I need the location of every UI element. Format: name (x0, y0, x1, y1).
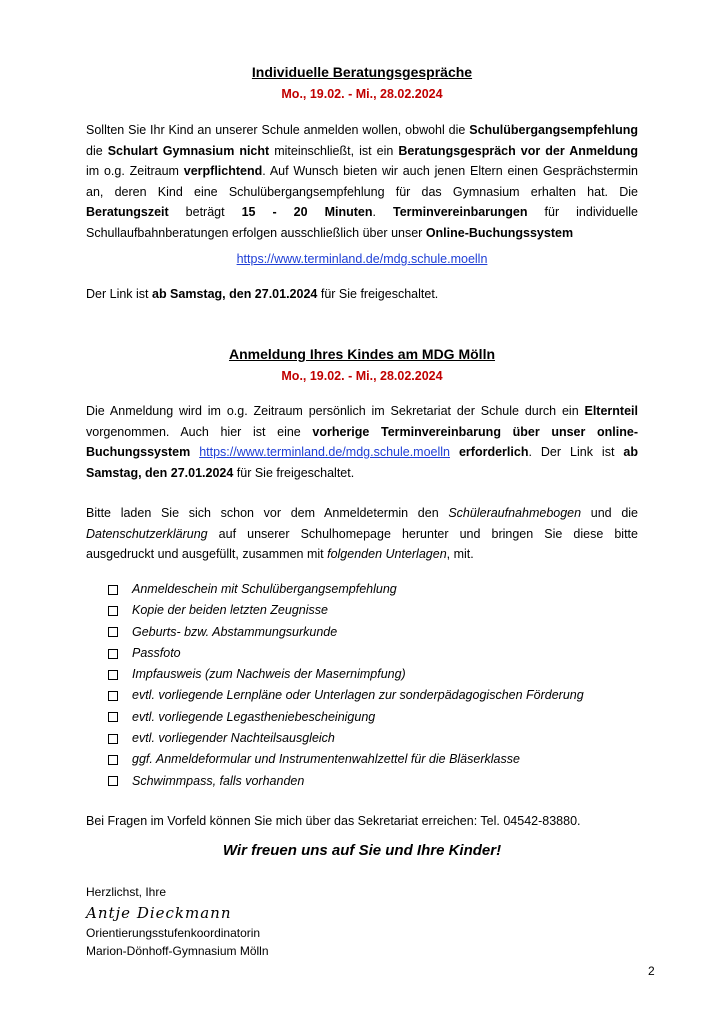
bold-text: Elternteil (584, 404, 638, 418)
checklist-item (108, 685, 584, 706)
bold-text: vorherige Terminvereinbarung über unser online-Buchungssystem (86, 424, 638, 459)
checklist-item-label: evtl. vorliegende Lernpläne oder Unterlagen zur sonderpädagogischen Förderung (132, 688, 584, 703)
text-segment: . Auf Wunsch bieten wir auch jenen Eltern einen Gesprächstermin an, deren Kind eine Schulübergangsempfehlung für das Gymnasium erhalten hat. Die (86, 164, 638, 199)
motto: Wir freuen uns auf Sie und Ihre Kinder! (222, 842, 502, 859)
checkbox-icon (108, 755, 118, 765)
bold-text: Beratungszeit (86, 205, 169, 219)
text-segment: . Der Link ist (528, 445, 624, 459)
italic-text: Datenschutzerklärung (86, 526, 208, 541)
section2-heading: Anmeldung Ihres Kindes am MDG Mölln (228, 346, 496, 362)
text-segment: für Sie freigeschaltet. (317, 287, 439, 301)
text-segment: Die Anmeldung wird im o.g. Zeitraum persönlich im Sekretariat der Schule durch ein (86, 404, 585, 418)
documents-checklist (108, 579, 584, 792)
section1-paragraph (86, 120, 638, 243)
text-segment: für individuelle Schullaufbahnberatungen erfolgen ausschließlich über unser (86, 205, 638, 240)
text-segment: und die (581, 506, 639, 520)
bold-text: ab Samstag, den 27.01.2024 (86, 445, 638, 480)
text-segment: im o.g. Zeitraum (86, 164, 184, 178)
text-segment: , mit. (446, 547, 474, 561)
section1-heading: Individuelle Beratungsgespräche (251, 64, 473, 80)
checkbox-icon (108, 712, 118, 722)
checkbox-icon (108, 776, 118, 786)
checklist-item-label: Anmeldeschein mit Schulübergangsempfehlung (132, 582, 397, 596)
checklist-item (108, 622, 584, 643)
checklist-item (108, 664, 584, 685)
section1-date: Mo., 19.02. - Mi., 28.02.2024 (281, 87, 443, 101)
checkbox-icon (108, 691, 118, 701)
text-segment: für Sie freigeschaltet. (233, 465, 355, 480)
checklist-item-label: Impfausweis (zum Nachweis der Masernimpfung) (132, 667, 406, 682)
contact-text: Bei Fragen im Vorfeld können Sie mich über das Sekretariat erreichen: Tel. 04542-83880. (86, 814, 581, 828)
text-segment: miteinschließt, ist ein (269, 143, 399, 158)
text-segment (190, 445, 199, 459)
bold-text: Terminvereinbarungen (393, 205, 528, 219)
checklist-item-label: evtl. vorliegende Legastheniebescheinigung (132, 709, 376, 724)
section1-booking-link-line (0, 252, 724, 266)
checkbox-icon (108, 670, 118, 680)
section2-date: Mo., 19.02. - Mi., 28.02.2024 (281, 369, 443, 383)
bold-text: ab Samstag, den 27.01.2024 (152, 287, 318, 301)
text-segment: auf unserer Schulhomepage herunter und bringen Sie diese bitte ausgedruckt und ausgefüllt, zusammen mit (86, 526, 638, 561)
text-segment: beträgt (168, 205, 242, 219)
school-name: Marion-Dönhoff-Gymnasium Mölln (86, 944, 269, 958)
text-segment: . (372, 205, 393, 219)
bold-text: verpflichtend (183, 164, 263, 178)
greeting: Herzlichst, Ihre (86, 885, 167, 899)
bold-text: Beratungsgespräch vor der Anmeldung (398, 143, 638, 158)
checklist-item (108, 707, 584, 728)
checklist-item (108, 643, 584, 664)
signature: Antje Dieckmann (86, 904, 232, 922)
checklist-item (108, 600, 584, 621)
inline-booking-link[interactable]: https://www.terminland.de/mdg.schule.moelln (199, 445, 450, 459)
checklist-item (108, 728, 584, 749)
bold-text: 15 - 20 Minuten (241, 205, 373, 219)
checkbox-icon (108, 585, 118, 595)
text-segment: die (86, 143, 108, 158)
checkbox-icon (108, 606, 118, 616)
checklist-item-label: ggf. Anmeldeformular und Instrumentenwahlzettel für die Bläserklasse (132, 752, 520, 767)
checklist-item (108, 579, 584, 600)
bold-text: Schulart Gymnasium nicht (107, 143, 270, 158)
section2-documents-paragraph (86, 503, 638, 565)
italic-text: folgenden Unterlagen (327, 547, 447, 561)
checklist-item-label: evtl. vorliegender Nachteilsausgleich (132, 731, 335, 746)
section2-paragraph (86, 401, 638, 483)
checklist-item (108, 749, 584, 770)
bold-text: Schulübergangsempfehlung (469, 123, 638, 137)
booking-link[interactable]: https://www.terminland.de/mdg.schule.moelln (236, 252, 488, 266)
checklist-item-label: Passfoto (132, 645, 181, 660)
bold-text: Online-Buchungssystem (425, 225, 574, 240)
signer-role: Orientierungsstufenkoordinatorin (86, 926, 261, 940)
bold-text: erforderlich (458, 445, 529, 459)
italic-text: Schüleraufnahmebogen (448, 506, 582, 520)
section1-link-note (86, 284, 638, 305)
text-segment: Bitte laden Sie sich schon vor dem Anmeldetermin den (86, 506, 449, 520)
checkbox-icon (108, 734, 118, 744)
text-segment: Sollten Sie Ihr Kind an unserer Schule anmelden wollen, obwohl die (86, 123, 470, 137)
checklist-item-label: Geburts- bzw. Abstammungsurkunde (132, 624, 338, 639)
checklist-item-label: Schwimmpass, falls vorhanden (132, 773, 305, 788)
checklist-item-label: Kopie der beiden letzten Zeugnisse (132, 603, 328, 618)
text-segment: Der Link ist (86, 287, 152, 301)
checkbox-icon (108, 627, 118, 637)
text-segment: vorgenommen. Auch hier ist eine (86, 424, 313, 439)
text-segment (450, 445, 459, 459)
checklist-item (108, 771, 584, 792)
checkbox-icon (108, 649, 118, 659)
page-number: 2 (648, 964, 655, 978)
